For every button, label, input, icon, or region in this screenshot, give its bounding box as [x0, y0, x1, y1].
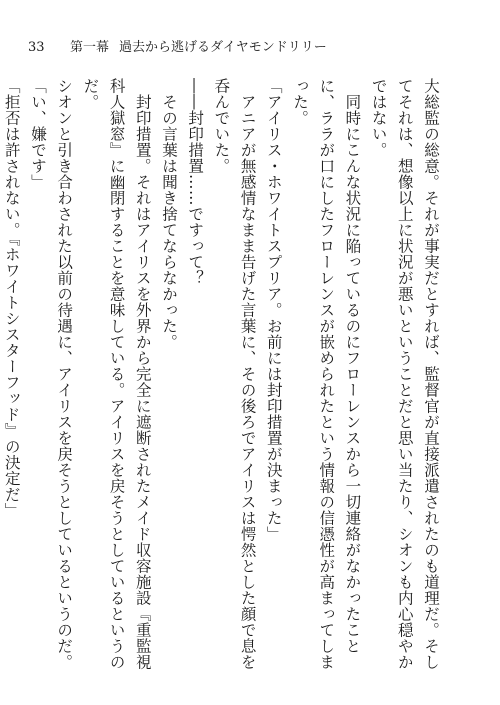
page-number: 33 — [28, 40, 45, 55]
paragraph: 大総監の総意。それが事実だとすれば、監督官が直接派遣されたのも道理だ。そしてそれは、想像以上に状況が悪いということだと思い当たり、シオンも内心穏やかではない。 — [369, 78, 440, 670]
paragraph: アニアが無感情なまま告げた言葉に、その後ろでアイリスは愕然とした顔で息を呑んでいた。 — [212, 78, 257, 670]
chapter-label: 第一幕 — [70, 40, 110, 55]
running-header — [28, 36, 460, 55]
paragraph: 封印措置。それはアイリスを外界から完全に遮断されたメイド収容施設『重監視科人獄窓』に幽閉することを意味している。アイリスを戻そうとしているというのだ。 — [81, 78, 152, 670]
paragraph: その言葉は聞き捨てならなかった。 — [159, 93, 178, 350]
chapter-title: 過去から逃げるダイヤモンドリリー — [119, 40, 327, 55]
paragraph: シオンと引き合わされた以前の待遇に、アイリスを戻そうとしているというのだ。 — [55, 78, 74, 670]
dialogue-line: 「拒否は許されない。『ホワイトシスターフッド』の決定だ」 — [2, 78, 21, 519]
body-text — [2, 78, 444, 683]
dialogue-line: 「い、嫌です」 — [28, 78, 47, 190]
paragraph: 同時にこんな状況に陥っているのにフローレンスから一切連絡がなかったことに、ララが口にしたフローレンスが嵌められたという情報の信憑性が高まってしまった。 — [290, 78, 362, 670]
paragraph: ――封印措置……ですって？ — [186, 78, 205, 286]
dialogue-line: 「アイリス・ホワイトスプリア。お前には封印措置が決まった」 — [264, 78, 283, 542]
